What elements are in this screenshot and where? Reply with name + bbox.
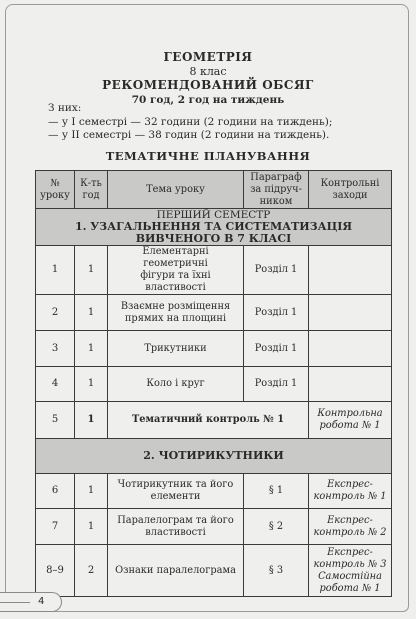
table-row: 4 1 Коло і круг Розділ 1 xyxy=(36,367,392,402)
planning-table xyxy=(35,170,392,597)
table-row: 7 1 Паралелограм та його властивості § 2 Експрес- контроль № 2 xyxy=(36,509,392,545)
table-row: 1 1 Елементарні геометричні фігури та їхні властивості Розділ 1 xyxy=(36,246,392,295)
hours-label: 70 год, 2 год на тиждень xyxy=(131,94,285,106)
semester-breakdown xyxy=(48,102,332,143)
plan-title: ТЕМАТИЧНЕ ПЛАНУВАННЯ xyxy=(105,149,311,163)
section-title-2: 2. ЧОТИРИКУТНИКИ xyxy=(36,439,392,474)
volume-title: РЕКОМЕНДОВАНИЙ ОБСЯГ xyxy=(102,78,314,92)
header-hours: К-ть год xyxy=(75,171,108,209)
table-header-row xyxy=(36,171,392,209)
semester-second: — у ІІ семестрі — 38 годин (2 години на тиждень). xyxy=(48,129,330,141)
page-number: 4 xyxy=(38,596,45,607)
title-block xyxy=(0,50,416,107)
grade-label: 8 клас xyxy=(189,65,227,78)
section-row-1 xyxy=(36,209,392,246)
page-number-tab xyxy=(0,592,62,612)
header-num: № уроку xyxy=(36,171,75,209)
semester-first: — у І семестрі — 32 години (2 години на тиждень); xyxy=(48,115,333,128)
header-paragraph: Параграф за підруч- ником xyxy=(244,171,309,209)
section-row-2 xyxy=(36,439,392,474)
subject-title: ГЕОМЕТРІЯ xyxy=(163,50,253,64)
table-row: 2 1 Взаємне розміщення прямих на площині Розділ 1 xyxy=(36,295,392,331)
section-title-1: ПЕРШИЙ СЕМЕСТР 1. УЗАГАЛЬНЕННЯ ТА СИСТЕМАТИЗАЦІЯ ВИВЧЕНОГО В 7 КЛАСІ xyxy=(36,209,392,246)
semester-intro: З них: xyxy=(48,102,82,114)
control-row: 5 1 Тематичний контроль № 1 Контрольна робота № 1 xyxy=(36,402,392,439)
tab-line xyxy=(0,602,30,603)
header-topic: Тема уроку xyxy=(108,171,244,209)
table-row: 8–9 2 Ознаки паралелограма § 3 Експрес- контроль № 3 Самостійна робота № 1 xyxy=(36,545,392,597)
table-row: 3 1 Трикутники Розділ 1 xyxy=(36,331,392,367)
header-control: Контрольні заходи xyxy=(309,171,392,209)
table-row: 6 1 Чотирикутник та його елементи § 1 Експрес- контроль № 1 xyxy=(36,474,392,509)
